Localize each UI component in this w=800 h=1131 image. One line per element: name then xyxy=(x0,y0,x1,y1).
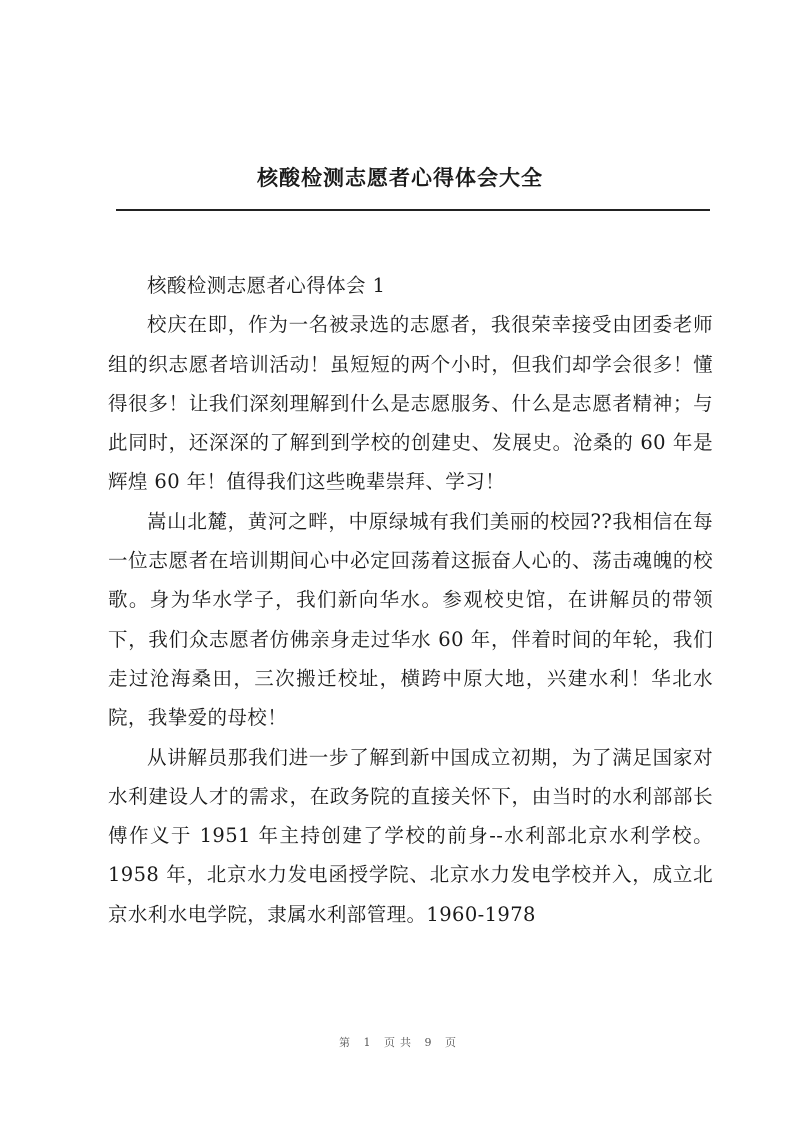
section-heading: 核酸检测志愿者心得体会 1 xyxy=(147,274,386,297)
page-number: 第 1 页共 9 页 xyxy=(339,1036,461,1049)
title-divider xyxy=(116,209,710,211)
document-body xyxy=(108,266,713,934)
paragraph: 从讲解员那我们进一步了解到新中国成立初期，为了满足国家对水利建设人才的需求，在政务院的直接关怀下，由当时的水利部部长傅作义于 1951 年主持创建了学校的前身--水利部北京水利学校。1958 年，北京水力发电函授学院、北京水力发电学校并入，成立北京水利水电学院，隶属水利部管理。1960-1978 xyxy=(108,745,713,926)
paragraph: 校庆在即，作为一名被录选的志愿者，我很荣幸接受由团委老师组的织志愿者培训活动！虽短短的两个小时，但我们却学会很多！懂得很多！让我们深刻理解到什么是志愿服务、什么是志愿者精神；与此同时，还深深的了解到到学校的创建史、发展史。沧桑的 60 年是辉煌 60 年！值得我们这些晚辈崇拜、学习！ xyxy=(108,313,713,494)
paragraph: 嵩山北麓，黄河之畔，中原绿城有我们美丽的校园??我相信在每一位志愿者在培训期间心中必定回荡着这振奋人心的、荡击魂魄的校歌。身为华水学子，我们新向华水。参观校史馆，在讲解员的带领下，我们众志愿者仿佛亲身走过华水 60 年，伴着时间的年轮，我们走过沧海桑田，三次搬迁校址，横跨中原大地，兴建水利！华北水院，我挚爱的母校！ xyxy=(108,509,713,730)
page-footer xyxy=(0,1034,800,1050)
page-title: 核酸检测志愿者心得体会大全 xyxy=(257,166,543,190)
